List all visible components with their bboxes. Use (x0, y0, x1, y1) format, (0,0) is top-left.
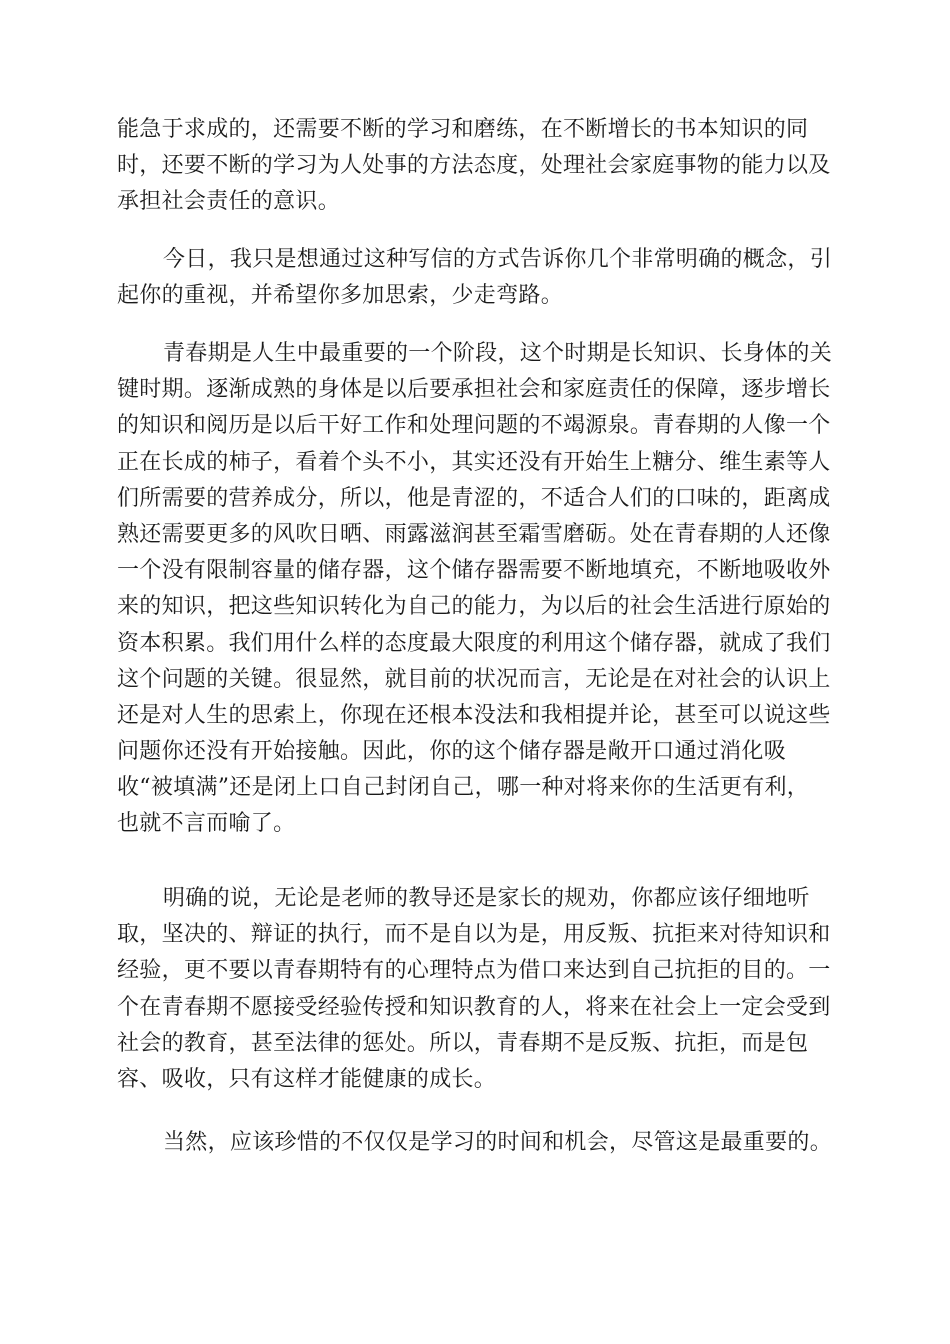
text-line: 经验，更不要以青春期特有的心理特点为借口来达到自己抗拒的目的。一 (117, 958, 831, 984)
text-line: 社会的教育，甚至法律的惩处。所以，青春期不是反叛、抗拒，而是包 (117, 1030, 809, 1056)
text-line: 个在青春期不愿接受经验传授和知识教育的人，将来在社会上一定会受到 (117, 994, 831, 1020)
text-line: 收“被填满”还是闭上口自己封闭自己，哪一种对将来你的生活更有利， (117, 775, 810, 801)
text-line: 还是对人生的思索上，你现在还根本没法和我相提并论，甚至可以说这些 (117, 702, 831, 728)
text-line: 起你的重视，并希望你多加思索，少走弯路。 (117, 283, 564, 309)
text-line: 青春期是人生中最重要的一个阶段，这个时期是长知识、长身体的关 (163, 341, 833, 366)
text-line: 资本积累。我们用什么样的态度最大限度的利用这个储存器，就成了我们 (117, 630, 831, 656)
text-line: 一个没有限制容量的储存器，这个储存器需要不断地填充，不断地吸收外 (117, 558, 831, 584)
text-line: 明确的说，无论是老师的教导还是家长的规劝，你都应该仔细地听 (163, 886, 810, 911)
text-line: 来的知识，把这些知识转化为自己的能力，为以后的社会生活进行原始的 (117, 594, 831, 620)
paragraph-2 (117, 242, 833, 314)
text-line: 问题你还没有开始接触。因此，你的这个储存器是敞开口通过消化吸 (117, 739, 787, 765)
text-line: 能急于求成的，还需要不断的学习和磨练，在不断增长的书本知识的同 (117, 117, 809, 142)
text-line: 时，还要不断的学习为人处事的方法态度，处理社会家庭事物的能力以及 (117, 153, 831, 179)
text-line: 承担社会责任的意识。 (117, 189, 341, 215)
text-line: 键时期。逐渐成熟的身体是以后要承担社会和家庭责任的保障，逐步增长 (117, 377, 831, 403)
text-line: 这个问题的关键。很显然，就目前的状况而言，无论是在对社会的认识上 (117, 666, 831, 692)
text-line: 容、吸收，只有这样才能健康的成长。 (117, 1066, 497, 1092)
text-line: 们所需要的营养成分，所以，他是青涩的，不适合人们的口味的，距离成 (117, 485, 831, 511)
text-line: 今日，我只是想通过这种写信的方式告诉你几个非常明确的概念，引 (163, 247, 833, 272)
text-line: 当然，应该珍惜的不仅仅是学习的时间和机会，尽管这是最重要的。 (163, 1130, 833, 1155)
paragraph-3 (117, 336, 833, 843)
text-line: 取，坚决的、辩证的执行，而不是自以为是，用反叛、抗拒来对待知识和 (117, 922, 831, 948)
paragraph-4 (117, 881, 833, 1098)
text-line: 的知识和阅历是以后干好工作和处理问题的不竭源泉。青春期的人像一个 (117, 413, 831, 439)
text-line: 熟还需要更多的风吹日晒、雨露滋润甚至霜雪磨砺。处在青春期的人还像 (117, 521, 831, 547)
text-line: 正在长成的柿子，看着个头不小，其实还没有开始生上糖分、维生素等人 (117, 449, 831, 475)
paragraph-1 (117, 112, 833, 221)
paragraph-5 (117, 1125, 833, 1161)
text-line: 也就不言而喻了。 (117, 811, 296, 837)
